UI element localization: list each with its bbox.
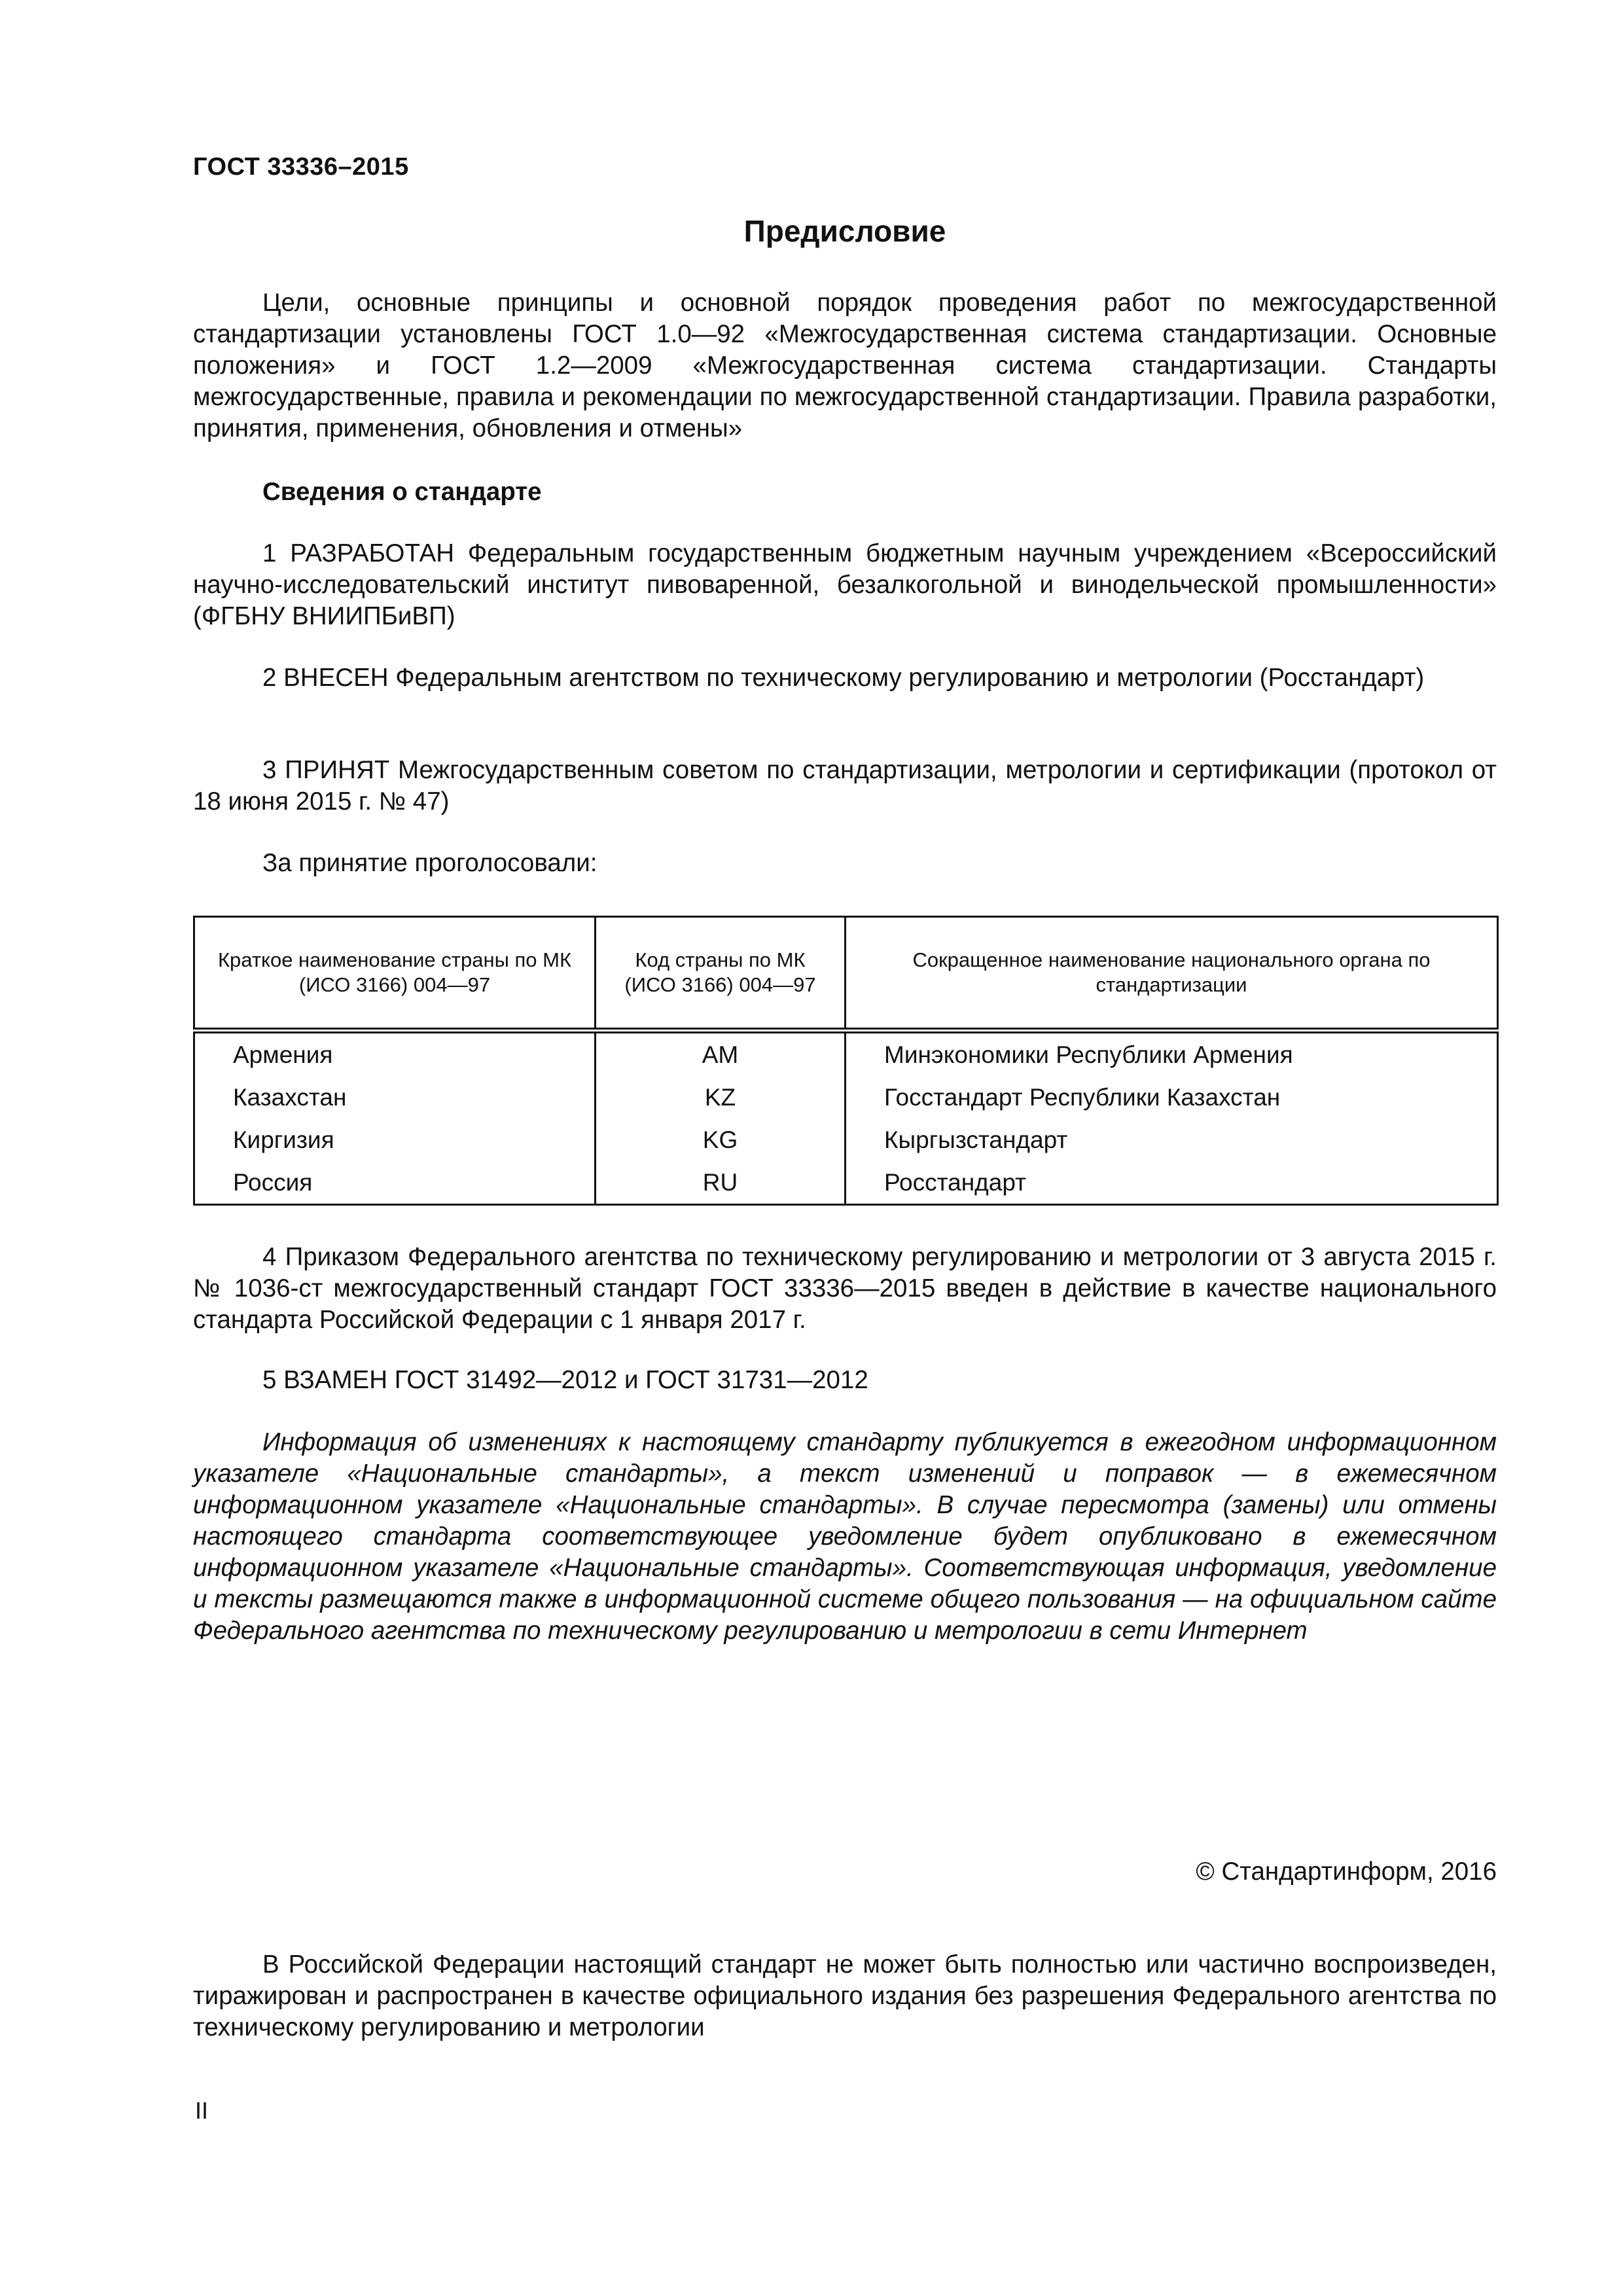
table-row: [194, 1119, 1498, 1161]
country-cell: Армения: [194, 1031, 596, 1077]
table-header-row: [194, 917, 1498, 1031]
table-row: [194, 1076, 1498, 1119]
code-cell: KZ: [596, 1076, 846, 1119]
voted-label: За принятие проголосовали:: [262, 849, 597, 877]
table-row: [194, 1161, 1498, 1205]
amendments-info-paragraph: Информация об изменениях к настоящему стандарту публикуется в ежегодном информационном указателе «Национальные стандарты», а текст изменений и поправок — в ежемесячном информационном указателе «Национальные стандарты». В случае пересмотра (замены) или отмены настоящего стандарта соответствующее уведомление будет опубликовано в ежемесячном информационном указателе «Национальные стандарты». Соответствующая информация, уведомление и тексты размещаются также в информационной системе общего пользования — на официальном сайте Федерального агентства по техническому регулированию и метрологии в сети Интернет: [193, 1428, 1497, 1645]
org-cell: Кыргызстандарт: [846, 1119, 1498, 1161]
header-country-name: Краткое наименование страны по МК (ИСО 3166) 004—97: [194, 917, 596, 1031]
intro-paragraph: Цели, основные принципы и основной порядок проведения работ по межгосударственной стандартизации установлены ГОСТ 1.0—92 «Межгосударственная система стандартизации. Основные положения» и ГОСТ 1.2—2009 «Межгосударственная система стандартизации. Стандарты межгосударственные, правила и рекомендации по межгосударственной стандартизации. Правила разработки, принятия, применения, обновления и отмены»: [193, 289, 1497, 442]
code-cell: RU: [596, 1161, 846, 1205]
reproduction-notice: В Российской Федерации настоящий стандарт не может быть полностью или частично воспроизведен, тиражирован и распространен в качестве официального издания без разрешения Федерального агентства по техническому регулированию и метрологии: [193, 1950, 1497, 2041]
item-order: 4 Приказом Федерального агентства по техническому регулированию и метрологии от 3 августа 2015 г. № 1036-ст межгосударственный стандарт ГОСТ 33336—2015 введен в действие в качестве национального стандарта Российской Федерации с 1 января 2017 г.: [193, 1243, 1497, 1334]
org-cell: Росстандарт: [846, 1161, 1498, 1205]
section-title: Предисловие: [743, 214, 946, 248]
header-country-code: Код страны по МК (ИСО 3166) 004—97: [596, 917, 846, 1031]
org-cell: Минэкономики Республики Армения: [846, 1031, 1498, 1077]
page-number: II: [195, 2097, 209, 2124]
item-replaces: 5 ВЗАМЕН ГОСТ 31492—2012 и ГОСТ 31731—2012: [262, 1366, 868, 1394]
country-cell: Казахстан: [194, 1076, 596, 1119]
document-code-header: ГОСТ 33336–2015: [193, 153, 409, 181]
country-cell: Россия: [194, 1161, 596, 1205]
standard-info-heading: Сведения о стандарте: [262, 478, 542, 506]
header-standards-body: Сокращенное наименование национального органа по стандартизации: [846, 917, 1498, 1031]
copyright-notice: © Стандартинформ, 2016: [1196, 1857, 1497, 1886]
item-introduced: 2 ВНЕСЕН Федеральным агентством по техническому регулированию и метрологии (Росстандарт): [262, 664, 1425, 692]
code-cell: AM: [596, 1031, 846, 1077]
country-cell: Киргизия: [194, 1119, 596, 1161]
item-adopted: 3 ПРИНЯТ Межгосударственным советом по стандартизации, метрологии и сертификации (протокол от 18 июня 2015 г. № 47): [193, 756, 1497, 816]
table-row: [194, 1031, 1498, 1077]
voting-countries-table: [193, 916, 1499, 1206]
org-cell: Госстандарт Республики Казахстан: [846, 1076, 1498, 1119]
item-developed: 1 РАЗРАБОТАН Федеральным государственным бюджетным научным учреждением «Всероссийский научно-исследовательский институт пивоваренной, безалкогольной и винодельческой промышленности» (ФГБНУ ВНИИПБиВП): [193, 539, 1497, 630]
code-cell: KG: [596, 1119, 846, 1161]
